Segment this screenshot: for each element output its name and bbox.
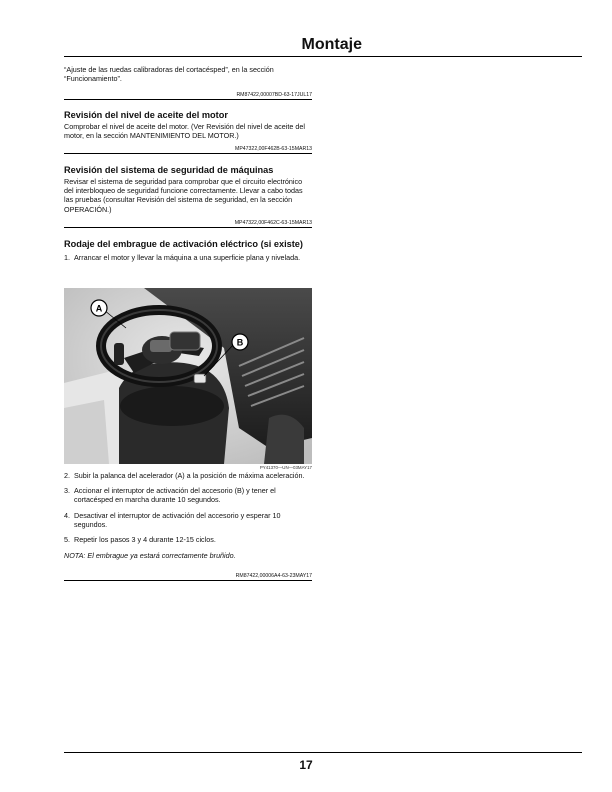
note-text: NOTA: El embrague ya estará correctamente bruñido. [64,551,236,561]
step-text: Repetir los pasos 3 y 4 durante 12-15 ciclos. [74,535,216,545]
step-text: Arrancar el motor y llevar la máquina a una superficie plana y nivelada. [74,253,301,262]
list-item [64,486,312,504]
page-number: 17 [299,758,313,772]
step-number: 5. [64,535,70,545]
list-item [64,511,312,529]
divider [64,227,312,228]
list-item [64,471,312,480]
figure-code: PY41370—UN—03MAY17 [259,465,312,470]
callout-a-label: A [95,303,103,314]
section-ref: RM87422,00006A4-63-23MAY17 [235,573,312,580]
section-clutch-burnish [64,238,312,262]
section-heading: Revisión del nivel de aceite del motor [64,110,228,120]
section-oil-level [64,109,312,154]
callout-b-label: B [236,337,244,348]
list-item [64,253,312,262]
section-heading: Revisión del sistema de seguridad de máquinas [64,165,274,175]
divider [64,99,312,100]
section-heading: Rodaje del embrague de activación eléctrico (si existe) [64,239,303,249]
step-text: Accionar el interruptor de activación del accesorio (B) y tener el cortacésped en marcha durante 10 segundos. [74,486,276,505]
section-safety-system [64,164,312,228]
step-number: 3. [64,486,70,496]
step-number: 2. [64,471,70,480]
step-number: 4. [64,510,70,520]
page-title: Montaje [301,36,362,53]
divider [64,580,312,581]
steering-wheel-photo [64,288,312,464]
step-text: Desactivar el interruptor de activación del accesorio y esperar 10 segundos. [74,510,281,529]
divider [64,153,312,154]
intro-block [64,65,312,100]
step-text: Subir la palanca del acelerador (A) a la posición de máxima aceleración. [74,471,305,480]
list-item [64,535,312,544]
intro-ref: RM87422,00007BD-63-17JUL17 [236,92,312,99]
step-number: 1. [64,253,70,262]
section-text: Revisar el sistema de seguridad para comprobar que el circuito electrónico del interbloqueo de seguridad funcione correctamente. Llevar a cabo todas las pruebas (consultar Revisión del sistema de seguridad, en la sección OPERACIÓN.) [64,177,303,214]
photo-illustration [64,288,312,464]
header-rule [64,56,582,57]
section-text: Comprobar el nivel de aceite del motor. (Ver Revisión del nivel de aceite del motor, en la sección MANTENIMIENTO DEL MOTOR.) [64,122,305,141]
section-ref: MP47322,00F462B-63-15MAR13 [235,146,312,153]
section-clutch-steps [64,471,312,581]
section-ref: MP47322,00F462C-63-15MAR13 [234,219,312,226]
intro-text: “Ajuste de las ruedas calibradoras del cortacésped”, en la sección “Funcionamiento”. [64,65,274,84]
footer-rule [64,752,582,753]
